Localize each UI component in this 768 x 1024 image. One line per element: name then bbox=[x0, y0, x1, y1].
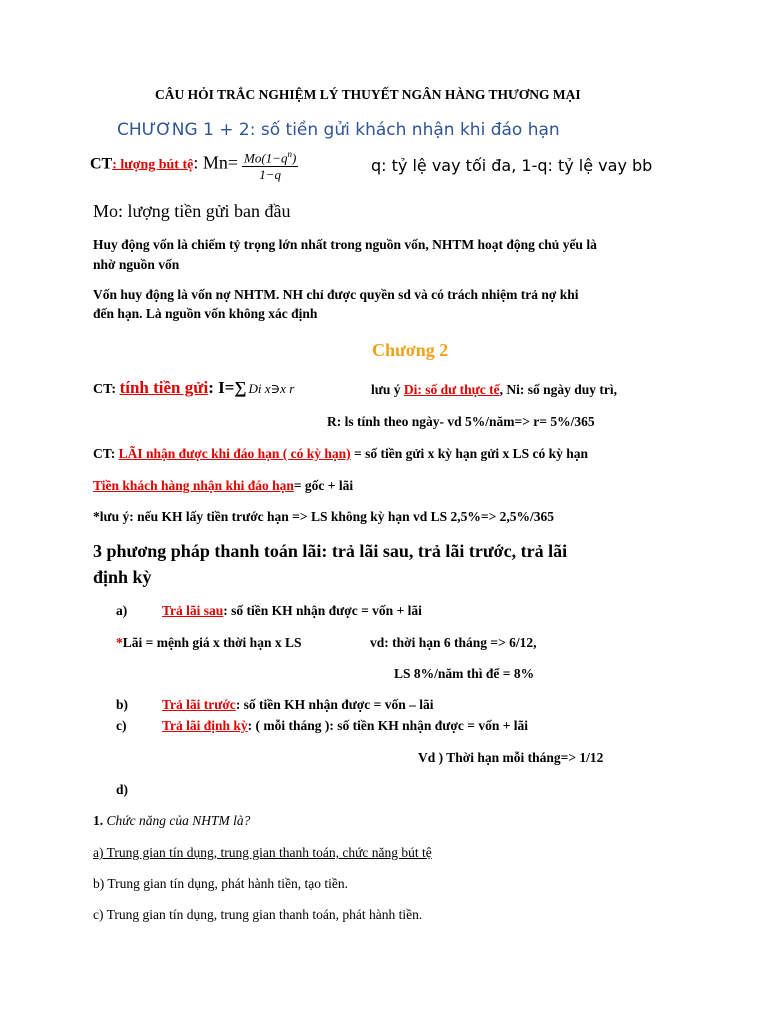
ls-8-example: LS 8%/năm thì để = 8% bbox=[394, 666, 535, 681]
fraction-numerator-close: ) bbox=[291, 150, 297, 166]
paragraph-2-line-1: Vốn huy động là vốn nợ NHTM. NH chỉ được quyền sd và có trách nhiệm trả nợ khi bbox=[93, 287, 579, 302]
paragraph-1-line-2: nhờ nguồn vốn bbox=[93, 257, 180, 272]
but-te-label: : lượng bút tệ bbox=[112, 157, 194, 173]
monthly-example: Vd ) Thời hạn mỗi tháng=> 1/12 bbox=[418, 750, 604, 765]
fraction-exponent: n bbox=[287, 149, 292, 159]
chapter-2-heading: Chương 2 bbox=[372, 340, 449, 360]
question-text: Chức năng của NHTM là? bbox=[103, 813, 251, 828]
fraction-denominator: 1−q bbox=[259, 167, 282, 183]
question-1 bbox=[93, 813, 250, 829]
ct-label: CT: bbox=[93, 446, 119, 461]
methods-heading-line-1: 3 phương pháp thanh toán lãi: trả lãi sau, trả lãi trước, trả lãi bbox=[93, 541, 568, 561]
method-a-marker: a) bbox=[116, 603, 128, 618]
method-c bbox=[93, 718, 528, 734]
early-withdrawal-note: *lưu ý: nếu KH lấy tiền trước hạn => LS không kỳ hạn vd LS 2,5%=> 2,5%/365 bbox=[93, 509, 555, 524]
formula-interest-received bbox=[93, 446, 588, 462]
amount-received-line bbox=[93, 478, 353, 494]
formula-deposit-interest bbox=[93, 378, 294, 398]
mn-text: : Mn= bbox=[193, 152, 239, 173]
chapter-1-2-heading: CHƯƠNG 1 + 2: số tiền gửi khách nhận khi đáo hạn bbox=[117, 120, 560, 140]
method-b bbox=[93, 697, 434, 713]
multiplier-fraction bbox=[242, 146, 298, 183]
interest-formula-line bbox=[116, 635, 301, 651]
r-rate-line: R: ls tính theo ngày- vd 5%/năm=> r= 5%/365 bbox=[327, 414, 595, 429]
paragraph-1-line-1: Huy động vốn là chiếm tỷ trọng lớn nhất trong nguồn vốn, NHTM hoạt động chủ yếu là bbox=[93, 237, 597, 252]
q-explanation: q: tỷ lệ vay tối đa, 1-q: tỷ lệ vay bb bbox=[371, 156, 653, 175]
question-number: 1. bbox=[93, 813, 104, 828]
mo-definition: Mo: lượng tiền gửi ban đầu bbox=[93, 201, 291, 221]
ct-label: CT bbox=[90, 155, 113, 173]
interest-formula: Di x∋x r bbox=[248, 381, 295, 396]
fraction-numerator: Mo(1−q bbox=[244, 150, 288, 166]
interest-received-label: LÃI nhận được khi đáo hạn ( có kỳ hạn) bbox=[118, 446, 351, 461]
interest-star: * bbox=[116, 635, 123, 650]
document-title: CÂU HỎI TRẮC NGHIỆM LÝ THUYẾT NGÂN HÀNG THƯƠNG MẠI bbox=[155, 87, 581, 102]
amount-received-formula: = gốc + lãi bbox=[293, 478, 354, 493]
ct-label: CT: bbox=[93, 382, 120, 397]
di-definition: Di: số dư thực tế bbox=[403, 382, 500, 397]
methods-heading-line-2: định kỳ bbox=[93, 567, 152, 587]
method-c-formula: : ( mỗi tháng ): số tiền KH nhận được = vốn + lãi bbox=[247, 718, 529, 733]
method-b-marker: b) bbox=[116, 697, 129, 712]
paragraph-2-line-2: đến hạn. Là nguồn vốn không xác định bbox=[93, 306, 318, 321]
method-a bbox=[93, 603, 422, 619]
method-b-label: Trả lãi trước bbox=[162, 697, 236, 712]
answer-b: b) Trung gian tín dụng, phát hành tiền, tạo tiền. bbox=[93, 876, 348, 891]
answer-c: c) Trung gian tín dụng, trung gian thanh toán, phát hành tiền. bbox=[93, 907, 423, 922]
method-d-marker: d) bbox=[116, 782, 129, 797]
method-c-label: Trả lãi định kỳ bbox=[162, 718, 248, 733]
deposit-calc-label: tính tiền gửi bbox=[119, 378, 209, 397]
method-a-formula: : số tiền KH nhận được = vốn + lãi bbox=[223, 603, 422, 618]
method-b-formula: : số tiền KH nhận được = vốn – lãi bbox=[235, 697, 434, 712]
method-a-label: Trả lãi sau bbox=[162, 603, 224, 618]
answer-a: a) Trung gian tín dụng, trung gian thanh toán, chức năng bút tệ bbox=[93, 845, 432, 860]
interest-received-formula: = số tiền gửi x kỳ hạn gửi x LS có kỳ hạn bbox=[350, 446, 588, 461]
interest-formula-text: Lãi = mệnh giá x thời hạn x LS bbox=[122, 635, 302, 650]
method-c-marker: c) bbox=[116, 718, 127, 733]
deposit-note bbox=[371, 382, 617, 398]
note-prefix: lưu ý bbox=[371, 382, 404, 397]
interest-example: vd: thời hạn 6 tháng => 6/12, bbox=[370, 635, 537, 650]
formula-money-multiplier bbox=[90, 146, 302, 183]
amount-received-label: Tiền khách hàng nhận khi đáo hạn bbox=[93, 478, 294, 493]
interest-sum-symbol: : I=∑ bbox=[208, 378, 247, 397]
ni-definition: , Ni: số ngày duy trì, bbox=[499, 382, 617, 397]
